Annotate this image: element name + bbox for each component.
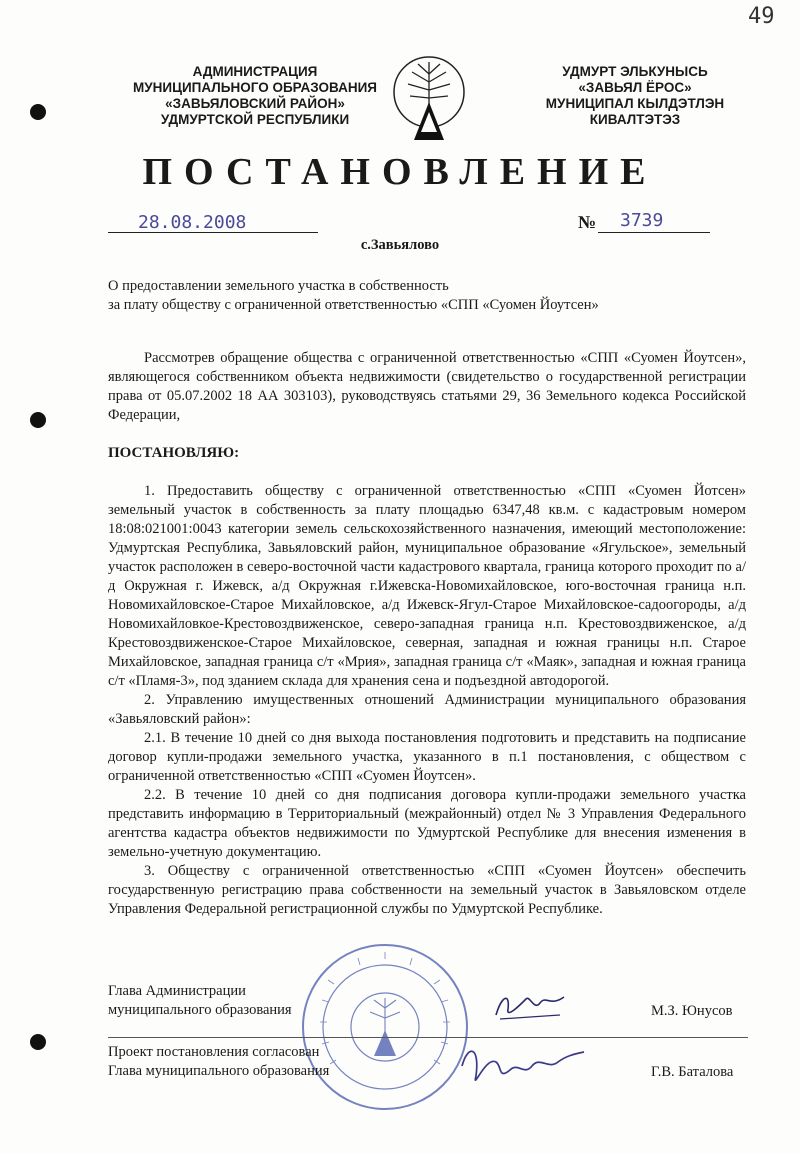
number-label: № <box>578 212 597 232</box>
header-right-line: УДМУРТ ЭЛЬКУНЫСЬ <box>562 64 708 79</box>
item-3: 3. Обществу с ограниченной ответственностью «СПП «Суомен Йоутсен» обеспечить государственную регистрацию права собственности на земельный участок в Завьяловском отделе Управления Федеральной регистрационной службы по Удмуртской Республике. <box>108 863 746 917</box>
signature-block-head <box>108 982 292 1020</box>
decree-heading: ПОСТАНОВЛЯЮ: <box>108 445 240 461</box>
binder-hole-top <box>30 104 46 120</box>
district-emblem <box>388 52 470 144</box>
header-left <box>110 64 400 128</box>
handwritten-signature-head <box>490 985 570 1025</box>
header-left-line: «ЗАВЬЯЛОВСКИЙ РАЙОН» <box>165 96 345 111</box>
binder-hole-bottom <box>30 1034 46 1050</box>
subject-line: О предоставлении земельного участка в собственность <box>108 278 449 294</box>
number-handwritten: 3739 <box>620 210 664 231</box>
item-2-1: 2.1. В течение 10 дней со дня выхода постановления подготовить и представить на подписание договор купли-продажи земельного участка, указанного в п.1 постановления, с обществом с ограниченной ответственностью «СПП «Суомен Йоутсен». <box>108 730 746 784</box>
date-handwritten: 28.08.2008 <box>138 212 247 233</box>
header-left-line: УДМУРТСКОЙ РЕСПУБЛИКИ <box>160 112 350 127</box>
approver-title-line: Проект постановления согласован <box>108 1044 320 1060</box>
official-seal <box>298 940 472 1114</box>
item-1: 1. Предоставить обществу с ограниченной ответственностью «СПП «Суомен Йотсен» земельный участок в собственность за плату площадью 6347,48 кв.м. с кадастровым номером 18:08:021001:0043 категории земель сельскохозяйственного назначения, имеющий местоположение: Удмуртская Республика, Завьяловский район, муниципальное образование «Ягульское», земельный участок расположен в северо-восточной части кадастрового квартала, граница которого проходит по а/д Окружная г. Ижевск, а/д Окружная г.Ижевска-Новомихайловское, юго-восточная граница н.п. Новомихайловское-Старое Михайловское, а/д Ижевск-Ягул-Старое Михайловское-садоогороды, а/д Новомихайловкое-Крестовоздвиженское, северо-западная граница н.п. Крестовоздвиженское, а/д Крестовоздвиженское-Старое Михайловское, северная, западная и южная границы н.п. Старое Михайловское, западная граница с/т «Мрия», западная граница с/т «Маяк», западная и южная граница с/т «Пламя-3», под зданием склада для хранения сена и подъездной автодорогой. <box>108 483 746 689</box>
signatory-title-line: муниципального образования <box>108 1002 292 1018</box>
page-number: 49 <box>748 4 775 29</box>
header-right-line: КИВАЛТЭТЭЗ <box>589 112 681 127</box>
item-2: 2. Управлению имущественных отношений Администрации муниципального образования «Завьяловский район»: <box>108 692 746 727</box>
number-underline <box>598 232 710 233</box>
approver-title-line: Глава муниципального образования <box>108 1063 330 1079</box>
handwritten-signature-approval <box>458 1036 588 1096</box>
date-underline <box>108 232 318 233</box>
header-left-line: АДМИНИСТРАЦИЯ <box>192 64 318 79</box>
place-name: с.Завьялово <box>360 237 440 253</box>
signature-block-approval <box>108 1043 329 1081</box>
document-title: ПОСТАНОВЛЕНИЕ <box>142 151 658 193</box>
decree-items <box>108 482 746 919</box>
approver-name: Г.В. Баталова <box>651 1064 734 1080</box>
header-right-line: МУНИЦИПАЛ КЫЛДЭТЛЭН <box>545 96 725 111</box>
item-2-2: 2.2. В течение 10 дней со дня подписания договора купли-продажи земельного участка представить информацию в Территориальный (межрайонный) отдел № 3 Управления Федерального агентства кадастра объектов недвижимости по Удмуртской Республике для внесения изменения в земельно-учетную документацию. <box>108 787 746 860</box>
subject-line: за плату обществу с ограниченной ответственностью «СПП «Суомен Йоутсен» <box>108 297 599 313</box>
document-subject <box>108 277 599 315</box>
preamble <box>108 349 746 425</box>
header-right <box>505 64 765 128</box>
preamble-text: Рассмотрев обращение общества с ограниченной ответственностью «СПП «Суомен Йоутсен», являющегося собственником объекта недвижимости (свидетельство о государственной регистрации права от 05.07.2002 18 АА 303103), руководствуясь статьями 29, 36 Земельного кодекса Российской Федерации, <box>108 350 746 423</box>
header-left-line: МУНИЦИПАЛЬНОГО ОБРАЗОВАНИЯ <box>133 80 377 95</box>
signatory-name: М.З. Юнусов <box>651 1003 733 1019</box>
binder-hole-middle <box>30 412 46 428</box>
header-right-line: «ЗАВЬЯЛ ЁРОС» <box>578 80 692 95</box>
signature-separator <box>108 1037 748 1038</box>
signatory-title-line: Глава Администрации <box>108 983 246 999</box>
